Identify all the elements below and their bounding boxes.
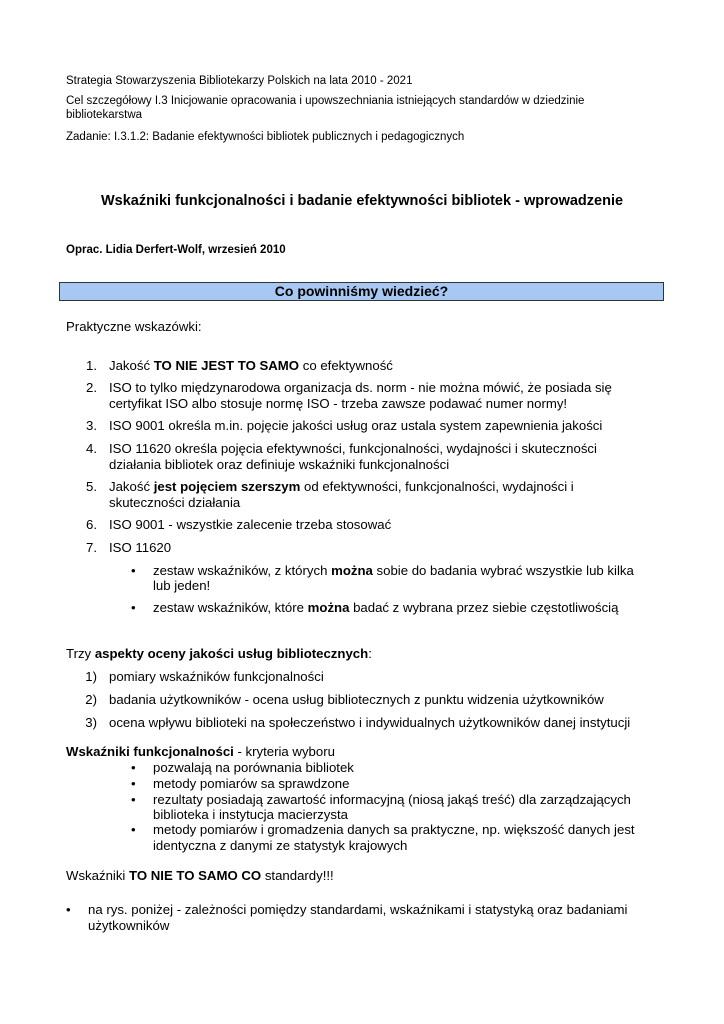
sub-bullet-line: zestaw wskaźników, które można badać z wybrana przez siebie częstotliwością	[153, 600, 619, 615]
criteria-item-line: rezultaty posiadają zawartość informacyjną (niosą jakąś treść) dla zarządzających	[153, 792, 631, 807]
tip-number: 3.	[86, 418, 97, 433]
tip-item: Jakość TO NIE JEST TO SAMO co efektywność	[109, 358, 393, 373]
sub-bullet-line: zestaw wskaźników, z których można sobie do badania wybrać wszystkie lub kilka	[153, 563, 634, 578]
aspects-heading: Trzy aspekty oceny jakości usług bibliotecznych:	[66, 646, 372, 661]
bullet-glyph: •	[131, 776, 136, 791]
aspect-item: badania użytkowników - ocena usług bibliotecznych z punktu widzenia użytkowników	[109, 692, 604, 707]
tip-item: ISO 9001 określa m.in. pojęcie jakości usług oraz ustala system zapewnienia jakości	[109, 418, 603, 433]
tip-number: 2.	[86, 380, 97, 395]
standards-note: Wskaźniki TO NIE TO SAMO CO standardy!!!	[66, 868, 334, 883]
sub-bullet-line: lub jeden!	[153, 578, 211, 593]
aspect-number: 3)	[85, 715, 97, 730]
tip-item-line: certyfikat ISO albo stosuje normę ISO - trzeba zawsze podawać numer normy!	[109, 396, 568, 411]
tip-number: 7.	[86, 540, 97, 555]
tip-item: ISO 9001 - wszystkie zalecenie trzeba stosować	[109, 517, 392, 532]
tip-item-line: skuteczności działania	[109, 495, 241, 510]
final-bullet-line: na rys. poniżej - zależności pomiędzy standardami, wskaźnikami i statystyką oraz badaniami	[88, 902, 628, 917]
tip-number: 6.	[86, 517, 97, 532]
criteria-item: metody pomiarów sa sprawdzone	[153, 776, 350, 791]
aspect-number: 1)	[85, 669, 97, 684]
tip-item-line: Jakość jest pojęciem szerszym od efektywności, funkcjonalności, wydajności i	[109, 479, 574, 494]
header-task: Zadanie: I.3.1.2: Badanie efektywności bibliotek publicznych i pedagogicznych	[66, 131, 465, 143]
intro-text: Praktyczne wskazówki:	[66, 319, 202, 334]
tip-item: ISO 11620	[109, 540, 172, 555]
criteria-item: pozwalają na porównania bibliotek	[153, 760, 354, 775]
section-heading-box: Co powinniśmy wiedzieć?	[59, 282, 664, 301]
tip-number: 4.	[86, 441, 97, 456]
document-title: Wskaźniki funkcjonalności i badanie efektywności bibliotek - wprowadzenie	[100, 193, 624, 209]
bullet-glyph: •	[131, 600, 136, 615]
bullet-glyph: •	[131, 822, 136, 837]
bullet-glyph: •	[131, 760, 136, 775]
aspect-item: pomiary wskaźników funkcjonalności	[109, 669, 324, 684]
criteria-item-line: identyczna z danymi ze statystyk krajowych	[153, 838, 408, 853]
criteria-heading: Wskaźniki funkcjonalności - kryteria wyboru	[66, 744, 335, 759]
criteria-item-line: biblioteka i instytucja macierzysta	[153, 807, 348, 822]
final-bullet-line: użytkowników	[88, 918, 170, 933]
aspect-number: 2)	[85, 692, 97, 707]
bullet-glyph: •	[66, 902, 71, 917]
bullet-glyph: •	[131, 563, 136, 578]
bullet-glyph: •	[131, 792, 136, 807]
header-goal: Cel szczegółowy I.3 Inicjowanie opracowania i upowszechniania istniejących standardów w dziedzinie bibliotekarstwa	[66, 95, 585, 121]
header-strategy: Strategia Stowarzyszenia Bibliotekarzy Polskich na lata 2010 - 2021	[66, 75, 413, 87]
author-line: Oprac. Lidia Derfert-Wolf, wrzesień 2010	[66, 244, 286, 256]
tip-number: 1.	[86, 358, 97, 373]
aspect-item: ocena wpływu biblioteki na społeczeństwo i indywidualnych użytkowników danej instytucji	[109, 715, 631, 730]
tip-number: 5.	[86, 479, 97, 494]
tip-item-line: ISO 11620 określa pojęcia efektywności, funkcjonalności, wydajności i skuteczności	[109, 441, 597, 456]
tip-item-line: ISO to tylko międzynarodowa organizacja ds. norm - nie można mówić, że posiada się	[109, 380, 612, 395]
tip-item-line: działania bibliotek oraz definiuje wskaźniki funkcjonalności	[109, 457, 450, 472]
criteria-item-line: metody pomiarów i gromadzenia danych sa praktyczne, np. większość danych jest	[153, 822, 635, 837]
